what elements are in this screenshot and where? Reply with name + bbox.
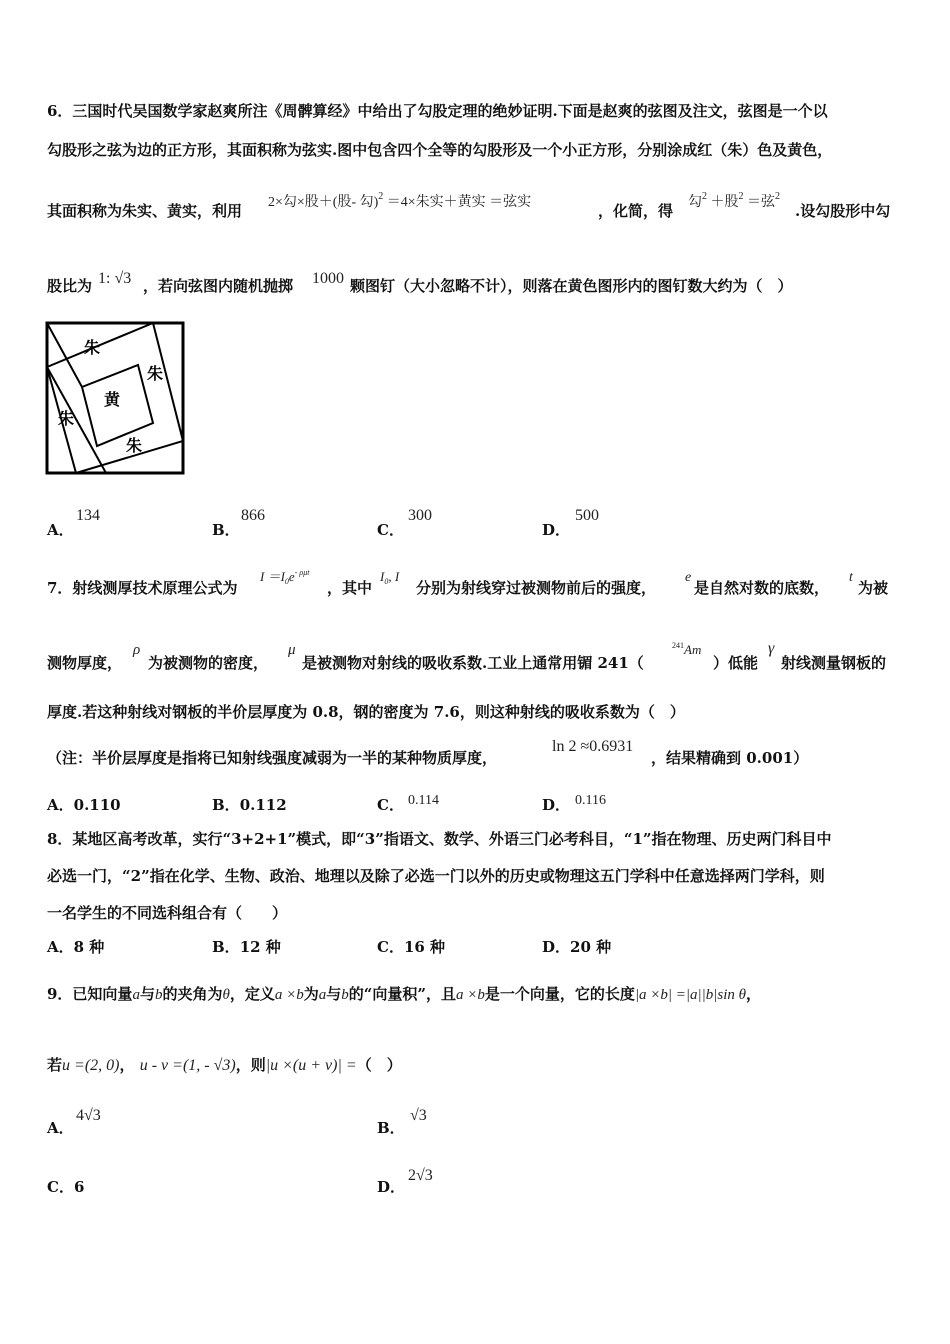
q7-option-a: A．0.110 bbox=[47, 796, 121, 814]
q6-option-d-value: 500 bbox=[575, 507, 599, 524]
q8-option-a: A．8 种 bbox=[47, 938, 105, 956]
q7-formula: $I =I_0e^{- \rho\mu t}$ bbox=[260, 568, 310, 586]
zhu-label-left: 朱 bbox=[58, 409, 75, 428]
q8-option-b: B．12 种 bbox=[212, 938, 281, 956]
q9-line1: 9．已知向量a与b的夹角为θ，定义a ×b为a与b的“向量积”，且a ×b是一个向量，它的长度|a ×b| =|a||b|sin θ， bbox=[47, 985, 762, 1003]
q7-line2c: 是被测物对射线的吸收系数.工业上通常用镅 241（ bbox=[302, 654, 644, 672]
q7-mu: μ bbox=[288, 642, 296, 658]
q6-option-c-letter: C． bbox=[377, 521, 404, 539]
q6-count: 1000 bbox=[312, 270, 344, 287]
q7-line4b: ，结果精确到 0.001） bbox=[651, 749, 809, 767]
q6-formula2: 勾$^2$ ＋股$^2$ ＝弦$^2$ bbox=[688, 191, 780, 210]
q6-option-c-value: 300 bbox=[408, 507, 432, 524]
q7-line1e: 为被 bbox=[858, 579, 889, 597]
q7-line2b: 为被测物的密度， bbox=[148, 654, 269, 672]
q7-line1a: 7．射线测厚技术原理公式为 bbox=[47, 579, 238, 597]
q7-line3: 厚度.若这种射线对钢板的半价层厚度为 0.8，钢的密度为 7.6，则这种射线的吸收系数为（ ） bbox=[47, 703, 685, 721]
q7-line1b: ，其中 bbox=[327, 579, 373, 597]
q7-line1d: 是自然对数的底数， bbox=[694, 579, 830, 597]
q7-ln2: ln 2 ≈0.6931 bbox=[552, 738, 634, 755]
q7-option-d-letter: D． bbox=[542, 796, 571, 814]
q7-line4a: （注：半价层厚度是指将已知射线强度减弱为一半的某种物质厚度， bbox=[47, 749, 498, 767]
q7-i0-i: $I_0$, I bbox=[380, 569, 400, 586]
q6-option-a-value: 134 bbox=[76, 507, 100, 524]
q6-line4b: ，若向弦图内随机抛掷 bbox=[143, 277, 294, 295]
q7-option-c-letter: C． bbox=[377, 796, 404, 814]
q9-option-a-letter: A． bbox=[47, 1119, 74, 1137]
q7-rho: ρ bbox=[133, 642, 141, 658]
zhu-label-bottom: 朱 bbox=[126, 436, 143, 455]
q9-option-c: C．6 bbox=[47, 1178, 85, 1196]
zhu-label-right: 朱 bbox=[147, 364, 164, 383]
q8-line1: 8．某地区高考改革，实行“3+2+1”模式，即“3”指语文、数学、外语三门必考科目，“1”指在物理、历史两门科目中 bbox=[47, 830, 832, 848]
q7-e: e bbox=[685, 570, 692, 585]
q8-option-c: C．16 种 bbox=[377, 938, 446, 956]
q7-option-b: B．0.112 bbox=[212, 796, 287, 814]
q7-line1c: 分别为射线穿过被测物前后的强度， bbox=[416, 579, 657, 597]
q8-line2: 必选一门，“2”指在化学、生物、政治、地理以及除了必选一门以外的历史或物理这五门学科中任意选择两门学科，则 bbox=[47, 867, 825, 885]
q6-line3a: 其面积称为朱实、黄实，利用 bbox=[47, 202, 243, 220]
q6-line2: 勾股形之弦为边的正方形，其面积称为弦实.图中包含四个全等的勾股形及一个小正方形，分别涂成红（朱）色及黄色， bbox=[47, 141, 833, 159]
q6-line3c: .设勾股形中勾 bbox=[795, 202, 891, 220]
q6-ratio: 1: √3 bbox=[98, 270, 132, 287]
q8-line3: 一名学生的不同选科组合有（ ） bbox=[47, 904, 288, 922]
huang-label-center: 黄 bbox=[104, 390, 121, 409]
q7-option-c-value: 0.114 bbox=[408, 793, 439, 808]
q7-t: t bbox=[849, 570, 853, 585]
q6-formula1: 2×勾×股＋(股- 勾)$^2$ ＝4×朱实＋黄实 ＝弦实 bbox=[268, 191, 532, 210]
q9-line2: 若u =(2, 0)， u - v =(1, - √3)，则|u ×(u + v)| =（ ） bbox=[47, 1056, 402, 1074]
q7-am: $^{241}$Am bbox=[672, 641, 702, 657]
q9-option-d-value: 2√3 bbox=[408, 1167, 433, 1184]
q7-line2d: ）低能 bbox=[713, 654, 759, 672]
q8-option-d: D．20 种 bbox=[542, 938, 612, 956]
q6-option-b-value: 866 bbox=[241, 507, 265, 524]
q6-option-b-letter: B． bbox=[212, 521, 240, 539]
q7-line2a: 测物厚度， bbox=[47, 654, 123, 672]
q9-option-d-letter: D． bbox=[377, 1178, 406, 1196]
q6-line4a: 股比为 bbox=[47, 277, 93, 295]
q9-option-b-letter: B． bbox=[377, 1119, 405, 1137]
q6-line1: 6．三国时代吴国数学家赵爽所注《周髀算经》中给出了勾股定理的绝妙证明.下面是赵爽的弦图及注文，弦图是一个以 bbox=[47, 102, 828, 120]
zhu-label-top: 朱 bbox=[84, 338, 101, 357]
q6-line3b: ，化简，得 bbox=[598, 202, 674, 220]
q6-option-a-letter: A． bbox=[47, 521, 74, 539]
q7-line2e: 射线测量钢板的 bbox=[781, 654, 887, 672]
q9-option-a-value: 4√3 bbox=[76, 1107, 101, 1124]
q7-gamma: γ bbox=[768, 640, 775, 657]
q9-option-b-value: √3 bbox=[410, 1107, 427, 1124]
q6-line4c: 颗图钉（大小忽略不计），则落在黄色图形内的图钉数大约为（ ） bbox=[350, 277, 793, 295]
q6-option-d-letter: D． bbox=[542, 521, 571, 539]
hypotenuse-diagram bbox=[45, 320, 187, 478]
q7-option-d-value: 0.116 bbox=[575, 793, 606, 808]
